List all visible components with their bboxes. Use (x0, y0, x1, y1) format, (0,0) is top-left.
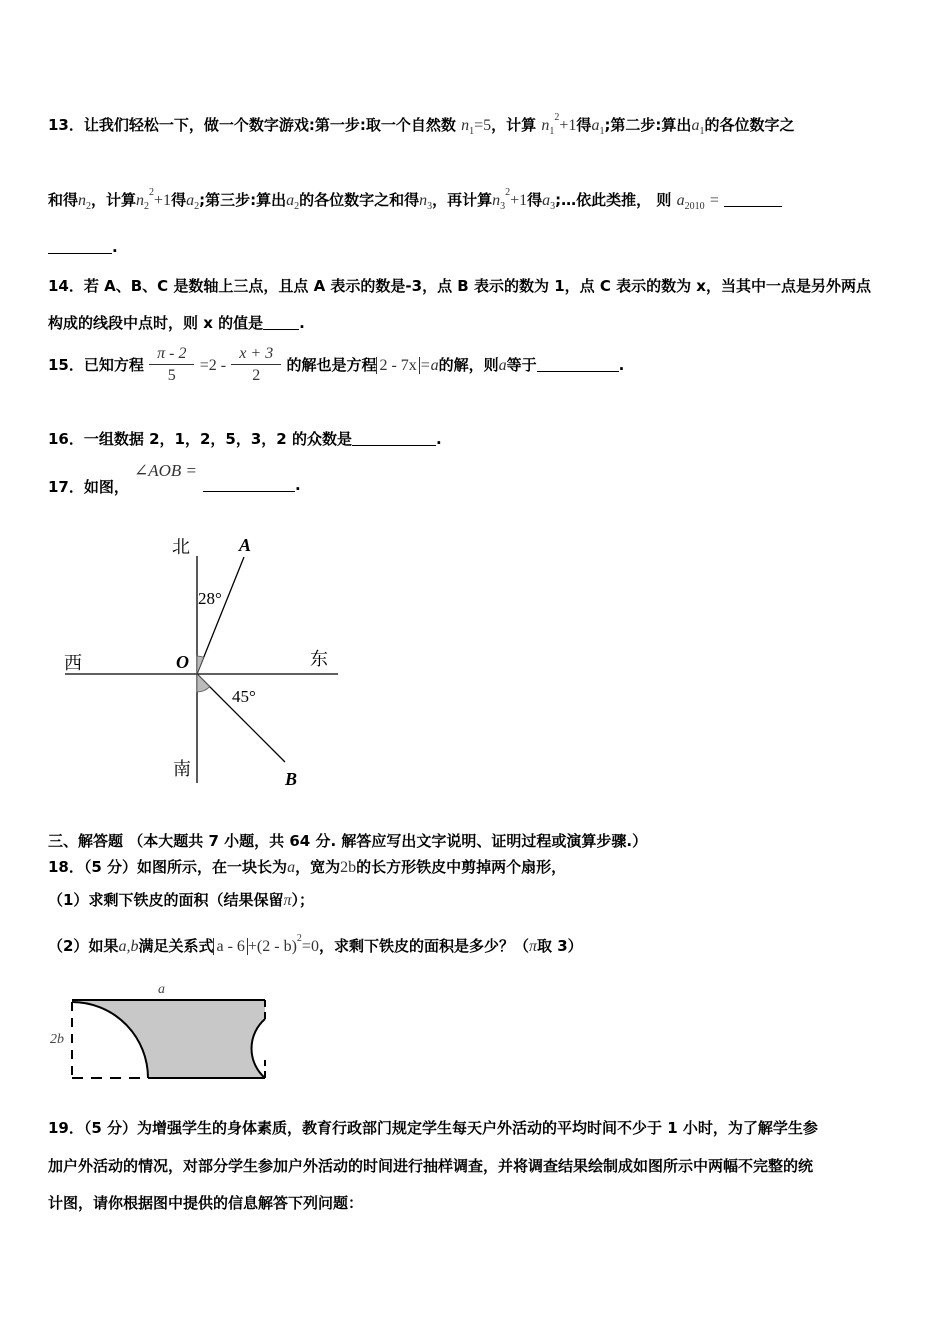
math-n1: $n_1$ (461, 117, 475, 137)
q17-line: 17．如图， (48, 478, 129, 496)
q13-line2: 和得$n_2$，计算$n_2^2+1$得$a_2$;第三步:算出$a_2$的各位数字之和得$n_3$，再计算$n_3^2+1$得$a_3;\dots$依此类推， 则 $a_{2010}$ = (48, 187, 782, 212)
q18-line1: 18．（5 分）如图所示，在一块长为a，宽为2b的长方形铁皮中剪掉两个扇形， (48, 858, 567, 876)
abs-a-minus-6: a - 6 (213, 938, 247, 955)
label-south: 南 (173, 759, 191, 780)
q16-line: 16．一组数据 2，1，2，5，3，2 的众数是 . (48, 430, 442, 448)
label-east: 东 (310, 649, 328, 670)
q19-line2: 加户外活动的情况，对部分学生参加户外活动的时间进行抽样调查，并将调查结果绘制成如图所示中两幅不完整的统 (48, 1157, 814, 1175)
label-angle-45: 45° (232, 687, 256, 706)
label-north: 北 (172, 537, 190, 558)
math-a2-b: $a_2$ (286, 192, 300, 212)
math-a1: $a_1$ (591, 117, 605, 137)
label-origin: O (176, 652, 189, 672)
q19-line1: 19．（5 分）为增强学生的身体素质，教育行政部门规定学生每天户外活动的平均时间不少于 1 小时，为了解学生参 (48, 1119, 818, 1137)
label-angle-28: 28° (198, 589, 222, 608)
section3-heading: 三、解答题 （本大题共 7 小题，共 64 分. 解答应写出文字说明、证明过程或演算步骤.） (48, 832, 648, 850)
abs-expression: 2 - 7x (376, 357, 419, 374)
q13-line1: 13．让我们轻松一下，做一个数字游戏:第一步:取一个自然数 $n_1=5$，计算 $n_1^2+1$得$a_1$;第二步:算出$a_1$的各位数字之 (48, 112, 795, 137)
label-point-b: B (285, 769, 298, 789)
fraction-x-plus-3-over-2: $\frac{x + 3}{2}$ (231, 344, 281, 387)
label-point-a: A (239, 535, 252, 555)
label-west: 西 (64, 653, 82, 674)
q14-line1: 14．若 A、B、C 是数轴上三点，且点 A 表示的数是-3，点 B 表示的数为 1，点 C 表示的数为 x，当其中一点是另外两点 (48, 277, 871, 295)
math-a2: $a_2$ (186, 192, 200, 212)
fig-label-a: a (158, 982, 165, 997)
math-a3: $a_3$ (542, 192, 556, 212)
math-n3-squared: $n_3^2$ (492, 187, 511, 212)
math-n2: $n_2$ (78, 192, 92, 212)
q13-line3: . (48, 238, 118, 256)
math-n3: $n_3$ (419, 192, 433, 212)
q17-blank: . (203, 476, 301, 494)
fig-label-2b: 2b (50, 1032, 64, 1047)
math-n1-squared: $n_1^2$ (541, 112, 560, 137)
math-n2-squared: $n_2^2$ (136, 187, 155, 212)
math-a2010: $a_{2010}$ (676, 192, 705, 212)
math-a1-b: $a_1$ (691, 117, 705, 137)
q18-part2: （2）如果a,b满足关系式 a - 6 +(2 - b)$^2$=0，求剩下铁皮的面积是多少？（π取 3） (48, 933, 583, 955)
expr-rest: +(2 - b)$^2$=0 (247, 933, 319, 955)
q15-line: 15．已知方程 $\frac{\pi - 2}{5}$ =2 - $\frac{x + 3}{2}$ 的解也是方程 2 - 7x =a的解，则a等于 . (48, 344, 624, 387)
q18-part1: （1）求剩下铁皮的面积（结果保留π）； (48, 891, 314, 909)
q19-line3: 计图，请你根据图中提供的信息解答下列问题： (48, 1194, 364, 1212)
q14-line2: 构成的线段中点时，则 x 的值是 . (48, 314, 305, 332)
shaded-region (72, 1000, 265, 1078)
angle-aob-label: ∠AOB = (134, 461, 198, 480)
fraction-pi-minus-2-over-5: $\frac{\pi - 2}{5}$ (149, 344, 194, 387)
